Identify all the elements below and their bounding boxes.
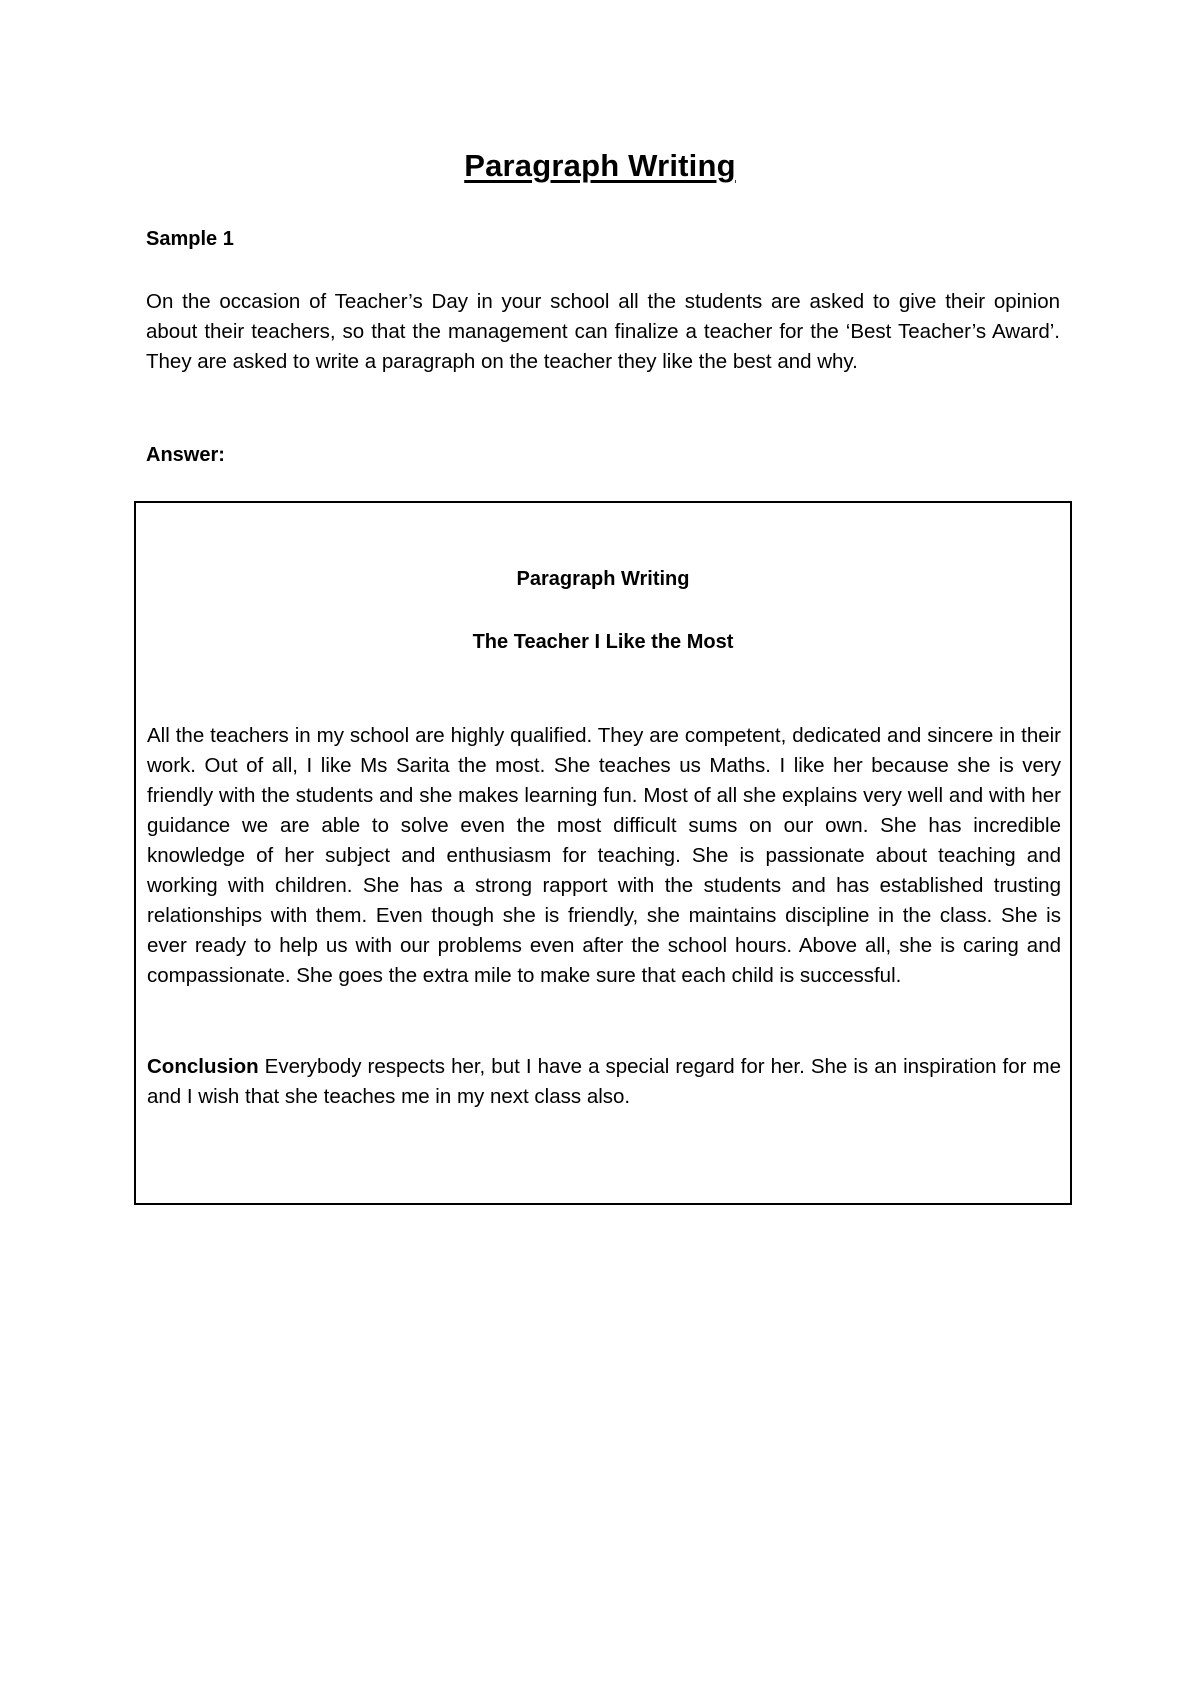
answer-box <box>134 501 1072 1205</box>
answer-label: Answer: <box>146 444 225 466</box>
answer-body-paragraph: All the teachers in my school are highly qualified. They are competent, dedicated and sincere in their work. Out of all, I like Ms Sarita the most. She teaches us Maths. I like her because she is very friendly with the students and she makes learning fun. Most of all she explains very well and with her guidance we are able to solve even the most difficult sums on our own. She has incredible knowledge of her subject and enthusiasm for teaching. She is passionate about teaching and working with children. She has a strong rapport with the students and has established trusting relationships with them. Even though she is friendly, she maintains discipline in the class. She is ever ready to help us with our problems even after the school hours. Above all, she is caring and compassionate. She goes the extra mile to make sure that each child is successful. <box>147 724 1061 987</box>
answer-box-subtitle: The Teacher I Like the Most <box>472 631 734 653</box>
answer-box-title: Paragraph Writing <box>516 568 690 590</box>
page-title: Paragraph Writing <box>464 148 736 183</box>
conclusion-paragraph <box>147 1052 1061 1112</box>
prompt-paragraph: On the occasion of Teacher’s Day in your school all the students are asked to give their opinion about their teachers, so that the management can finalize a teacher for the ‘Best Teacher’s Award’. They are asked to write a paragraph on the teacher they like the best and why. <box>146 290 1060 373</box>
sample-heading: Sample 1 <box>146 228 234 250</box>
conclusion-text: Everybody respects her, but I have a special regard for her. She is an inspiration for me and I wish that she teaches me in my next class also. <box>147 1055 1061 1108</box>
conclusion-label: Conclusion <box>147 1055 259 1078</box>
